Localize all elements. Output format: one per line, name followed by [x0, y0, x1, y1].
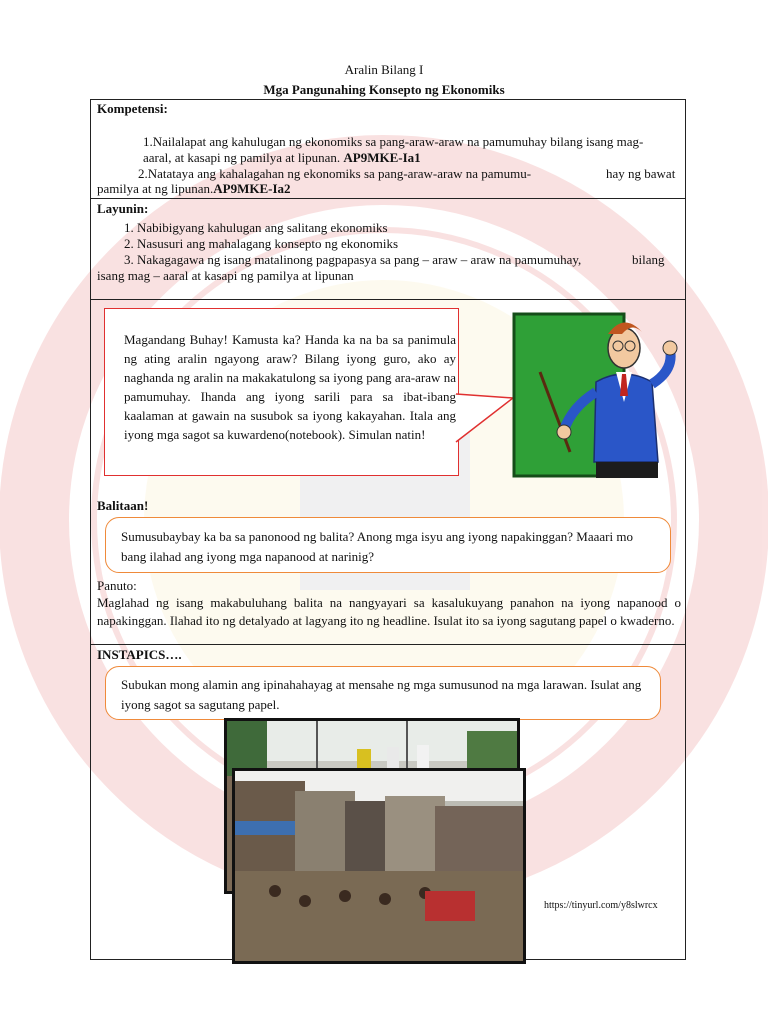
- layunin-item-3: 3. Nakagagawa ng isang matalinong pagpapasya sa pang – araw – araw na pamumuhay,: [124, 252, 582, 267]
- kompetensi-item-2-cont: [97, 181, 291, 196]
- kompetensi-title: Kompetensi:: [97, 101, 168, 116]
- competency-code: AP9MKE-Ia2: [213, 181, 291, 196]
- instapics-title: INSTAPICS….: [97, 647, 182, 662]
- divider: [90, 299, 686, 300]
- layunin-item-2: 2. Nasusuri ang mahalagang konsepto ng ekonomiks: [124, 236, 399, 251]
- photo-slum: [232, 768, 526, 964]
- panuto-text: Maglahad ng isang makabuluhang balita na nangyayari sa kasalukuyang panahon na iyong napanood o napakinggan. Ilahad ito ng detalyado at lagyang ito ng headline. Isulat ito sa iyong sagutang papel o kwaderno.: [97, 595, 681, 628]
- instapics-instruction: Subukan mong alamin ang ipinahahayag at mensahe ng mga sumusunod na mga larawan. Isulat ang iyong sagot sa sagutang papel.: [121, 677, 642, 712]
- divider: [90, 198, 686, 199]
- kompetensi-item-1-text: aaral, at kasapi ng pamilya at lipunan.: [143, 150, 341, 165]
- kompetensi-item-2-b: hay ng bawat: [606, 166, 676, 181]
- kompetensi-item-2: 2.Natataya ang kahalagahan ng ekonomiks sa pang-araw-araw na pamumu-: [138, 166, 532, 181]
- layunin-title: Layunin:: [97, 201, 149, 216]
- competency-code: AP9MKE-Ia1: [343, 150, 421, 165]
- teacher-illustration: [512, 312, 682, 482]
- layunin-item-3-cont: isang mag – aaral at kasapi ng pamilya at lipunan: [97, 268, 354, 283]
- kompetensi-item-1: 1.Nailalapat ang kahulugan ng ekonomiks sa pang-araw-araw na pamumuhay bilang isang mag-: [143, 134, 644, 149]
- kompetensi-item-2-text: pamilya at ng lipunan.: [97, 181, 214, 196]
- divider: [90, 644, 686, 645]
- panuto-label: Panuto:: [97, 578, 137, 593]
- image-source-url[interactable]: https://tinyurl.com/y8slwrcx: [544, 900, 658, 911]
- lesson-number: Aralin Bilang I: [344, 62, 424, 77]
- layunin-item-1: 1. Nabibigyang kahulugan ang salitang ekonomiks: [124, 220, 388, 235]
- speech-pointer: [455, 390, 515, 450]
- greeting-text: Magandang Buhay! Kamusta ka? Handa ka na ba sa panimula ng ating aralin ngayong araw? Bilang iyong guro, ako ay naghanda ng aralin na makakatulong sa iyong pang ara-araw na pamumuhay. Ihanda ang iyong sarili para sa ibat-ibang kaalaman at gawain na susubok sa iyong kakayahan. Itala ang iyong mga sagot sa kuwardeno(notebook). Simulan natin!: [124, 332, 456, 442]
- balitaan-question: Sumusubaybay ka ba sa panonood ng balita? Anong mga isyu ang iyong napakinggan? Maaari mo bang ilahad ang iyong mga napanood at narinig?: [121, 529, 633, 564]
- kompetensi-item-1-cont: [143, 150, 421, 165]
- lesson-title: Mga Pangunahing Konsepto ng Ekonomiks: [263, 82, 505, 97]
- balitaan-title: Balitaan!: [97, 498, 149, 513]
- layunin-item-3-b: bilang: [632, 252, 665, 267]
